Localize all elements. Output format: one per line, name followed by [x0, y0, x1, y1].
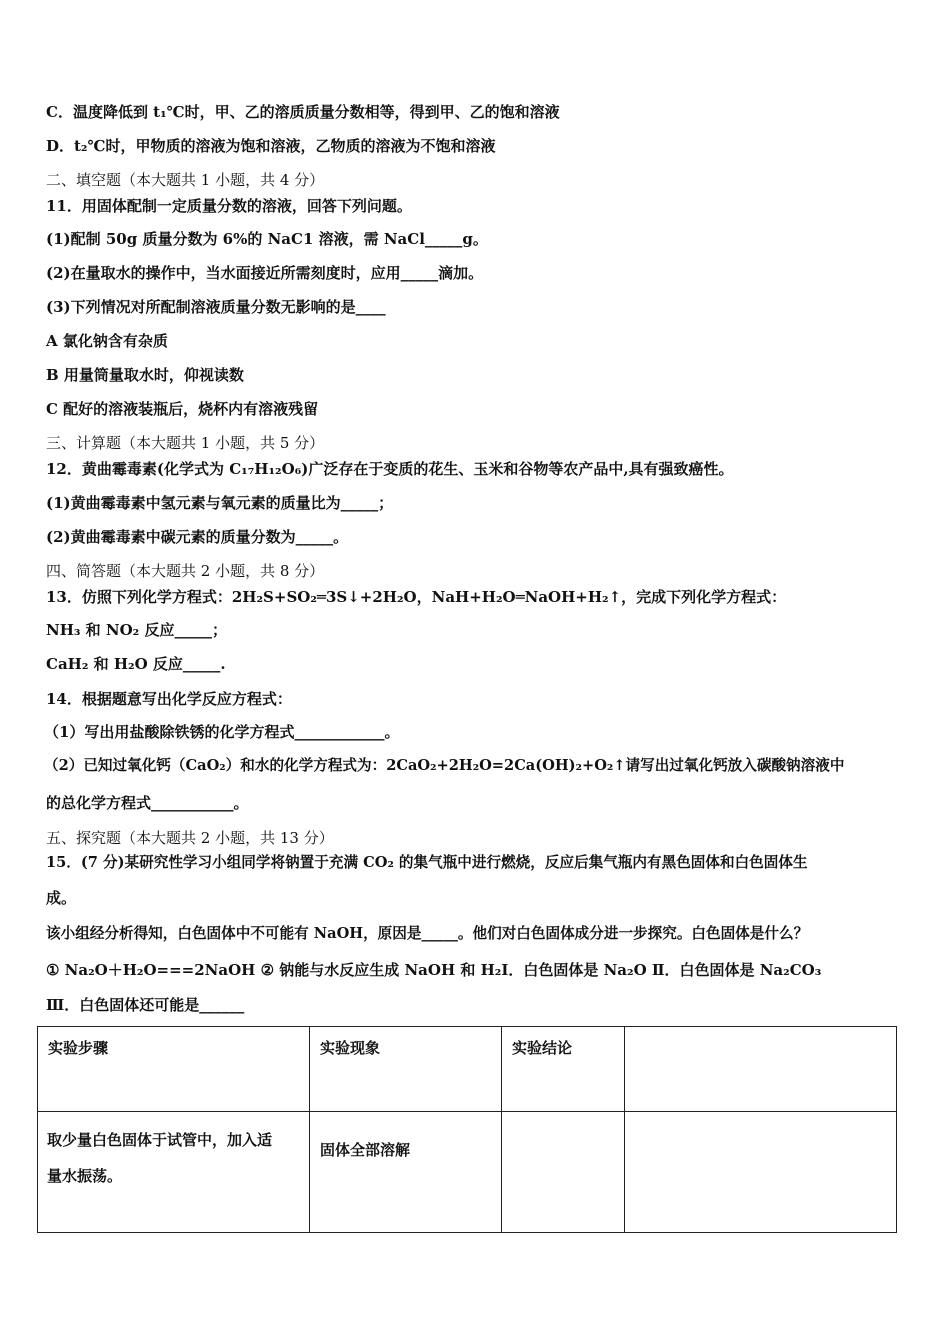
- question-11-part-1: (1)配制 50g 质量分数为 6%的 NaC1 溶液，需 NaCl_____g。: [46, 230, 488, 248]
- question-13: 13．仿照下列化学方程式：2H₂S+SO₂═3S↓+2H₂O，NaH+H₂O═NaOH+H₂↑，完成下列化学方程式：: [46, 588, 787, 606]
- row1-conclusion-cell: [502, 1112, 625, 1233]
- question-12-part-1: (1)黄曲霉毒素中氢元素与氧元素的质量比为_____；: [46, 494, 394, 512]
- question-15-line-1: 15．(7 分)某研究性学习小组同学将钠置于充满 CO₂ 的集气瓶中进行燃烧，反应后集气瓶内有黑色固体和白色固体生: [46, 854, 808, 871]
- option-d: D．t₂℃时，甲物质的溶液为饱和溶液，乙物质的溶液为不饱和溶液: [46, 137, 496, 155]
- question-11-option-b: B 用量筒量取水时，仰视读数: [46, 366, 244, 384]
- question-14: 14．根据题意写出化学反应方程式：: [46, 690, 292, 708]
- question-11-part-2: (2)在量取水的操作中，当水面接近所需刻度时，应用_____滴加。: [46, 264, 484, 282]
- header-cell-conclusion: [502, 1027, 625, 1112]
- table-row: [38, 1112, 897, 1233]
- row1-step-line-2: 量水振荡。: [47, 1167, 123, 1185]
- question-15-line-4: ① Na₂O＋H₂O===2NaOH ② 钠能与水反应生成 NaOH 和 H₂Ⅰ．白色固体是 Na₂O Ⅱ．白色固体是 Na₂CO₃: [46, 961, 822, 979]
- row1-step-cell: [38, 1112, 310, 1233]
- section-5-heading: 五、探究题（本大题共 2 小题，共 13 分）: [46, 829, 334, 847]
- question-12-part-2: (2)黄曲霉毒素中碳元素的质量分数为_____。: [46, 528, 349, 546]
- question-15-line-3: 该小组经分析得知，白色固体中不可能有 NaOH，原因是_____。他们对白色固体成分进一步探究。白色固体是什么？: [46, 925, 809, 942]
- header-cell-extra: [625, 1027, 897, 1112]
- question-11-part-3: (3)下列情况对所配制溶液质量分数无影响的是____: [46, 298, 386, 316]
- question-11-option-c: C 配好的溶液装瓶后，烧杯内有溶液残留: [46, 400, 319, 418]
- section-3-heading: 三、计算题（本大题共 1 小题，共 5 分）: [46, 434, 325, 452]
- question-11: 11．用固体配制一定质量分数的溶液，回答下列问题。: [46, 197, 412, 215]
- header-phenomenon: 实验现象: [320, 1039, 381, 1057]
- section-2-heading: 二、填空题（本大题共 1 小题，共 4 分）: [46, 171, 325, 189]
- question-14-part-1: （1）写出用盐酸除铁锈的化学方程式____________。: [44, 723, 400, 741]
- question-14-part-2-line-2: 的总化学方程式___________。: [46, 794, 249, 812]
- question-13-part-1: NH₃ 和 NO₂ 反应_____；: [46, 621, 227, 639]
- experiment-table: [37, 1026, 897, 1233]
- option-c: C．温度降低到 t₁℃时，甲、乙的溶质质量分数相等，得到甲、乙的饱和溶液: [46, 103, 560, 121]
- question-11-option-a: A 氯化钠含有杂质: [46, 332, 168, 350]
- question-13-part-2: CaH₂ 和 H₂O 反应_____.: [46, 655, 226, 673]
- row1-phenomenon-cell: [310, 1112, 502, 1233]
- row1-step: [38, 1112, 309, 1194]
- question-15-line-5: Ⅲ．白色固体还可能是______: [46, 996, 245, 1014]
- header-cell-steps: [38, 1027, 310, 1112]
- header-cell-phenomenon: [310, 1027, 502, 1112]
- row1-phenomenon: 固体全部溶解: [320, 1141, 411, 1159]
- header-steps: 实验步骤: [48, 1039, 109, 1057]
- question-15-line-2: 成。: [46, 889, 77, 907]
- header-conclusion: 实验结论: [512, 1039, 573, 1057]
- question-14-part-2-line-1: （2）已知过氧化钙（CaO₂）和水的化学方程式为：2CaO₂+2H₂O=2Ca(OH)₂+O₂↑请写出过氧化钙放入碳酸钠溶液中: [44, 757, 845, 774]
- table-header-row: [38, 1027, 897, 1112]
- row1-step-line-1: 取少量白色固体于试管中，加入适: [47, 1131, 273, 1149]
- header-extra: [625, 1027, 896, 1037]
- section-4-heading: 四、简答题（本大题共 2 小题，共 8 分）: [46, 562, 325, 580]
- question-12: 12．黄曲霉毒素(化学式为 C₁₇H₁₂O₆)广泛存在于变质的花生、玉米和谷物等农产品中,具有强致癌性。: [46, 460, 734, 478]
- row1-extra-cell: [625, 1112, 897, 1233]
